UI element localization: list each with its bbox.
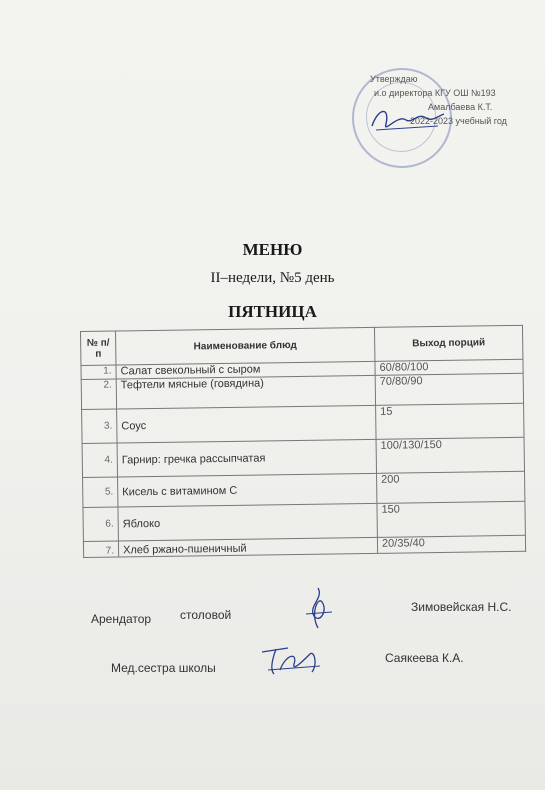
row-portion: 60/80/100 (375, 359, 523, 375)
tenant-name: Зимовейская Н.С. (411, 600, 512, 614)
row-portion: 15 (376, 403, 524, 439)
menu-title: МЕНЮ (242, 240, 303, 259)
approval-line-1: Утверждаю (370, 74, 418, 84)
row-portion: 70/80/90 (375, 373, 523, 405)
row-number: 6. (83, 507, 118, 541)
row-portion: 200 (377, 471, 525, 503)
header-portion: Выход порций (374, 325, 522, 361)
row-portion: 100/130/150 (376, 437, 524, 473)
row-number: 3. (82, 409, 117, 443)
row-dish: Соус (117, 405, 376, 443)
menu-table (80, 325, 526, 558)
row-dish: Хлеб ржано-пшеничный (118, 537, 377, 557)
row-portion: 20/35/40 (377, 535, 525, 553)
menu-subtitle: II–недели, №5 день (210, 270, 335, 286)
row-number: 2. (81, 379, 116, 409)
row-number: 5. (83, 477, 118, 507)
row-number: 7. (83, 541, 118, 557)
approval-line-3: Амалбаева К.Т. (428, 102, 493, 112)
director-signature (368, 104, 448, 138)
tenant-signature (300, 584, 340, 634)
menu-day: ПЯТНИЦА (228, 302, 317, 321)
row-dish: Яблоко (118, 503, 377, 541)
row-dish: Тефтели мясные (говядина) (116, 375, 375, 409)
header-number: № п/п (81, 331, 116, 365)
row-portion: 150 (377, 501, 525, 537)
row-number: 4. (82, 443, 117, 477)
approval-line-2: и.о директора КГУ ОШ №193 (374, 88, 496, 98)
nurse-label: Мед.сестра школы (111, 661, 216, 675)
nurse-signature (258, 640, 328, 680)
row-dish: Салат свекольный с сыром (116, 361, 375, 379)
row-dish: Кисель с витамином С (118, 473, 377, 507)
row-dish: Гарнир: гречка рассыпчатая (117, 439, 376, 477)
canteen-label: столовой (180, 608, 232, 622)
header-dish-name: Наименование блюд (116, 327, 375, 365)
nurse-name: Саякеева К.А. (385, 651, 464, 665)
approval-line-4: 2022-2023 учебный год (410, 116, 507, 126)
row-number: 1. (81, 365, 116, 379)
tenant-label: Арендатор (91, 612, 152, 626)
